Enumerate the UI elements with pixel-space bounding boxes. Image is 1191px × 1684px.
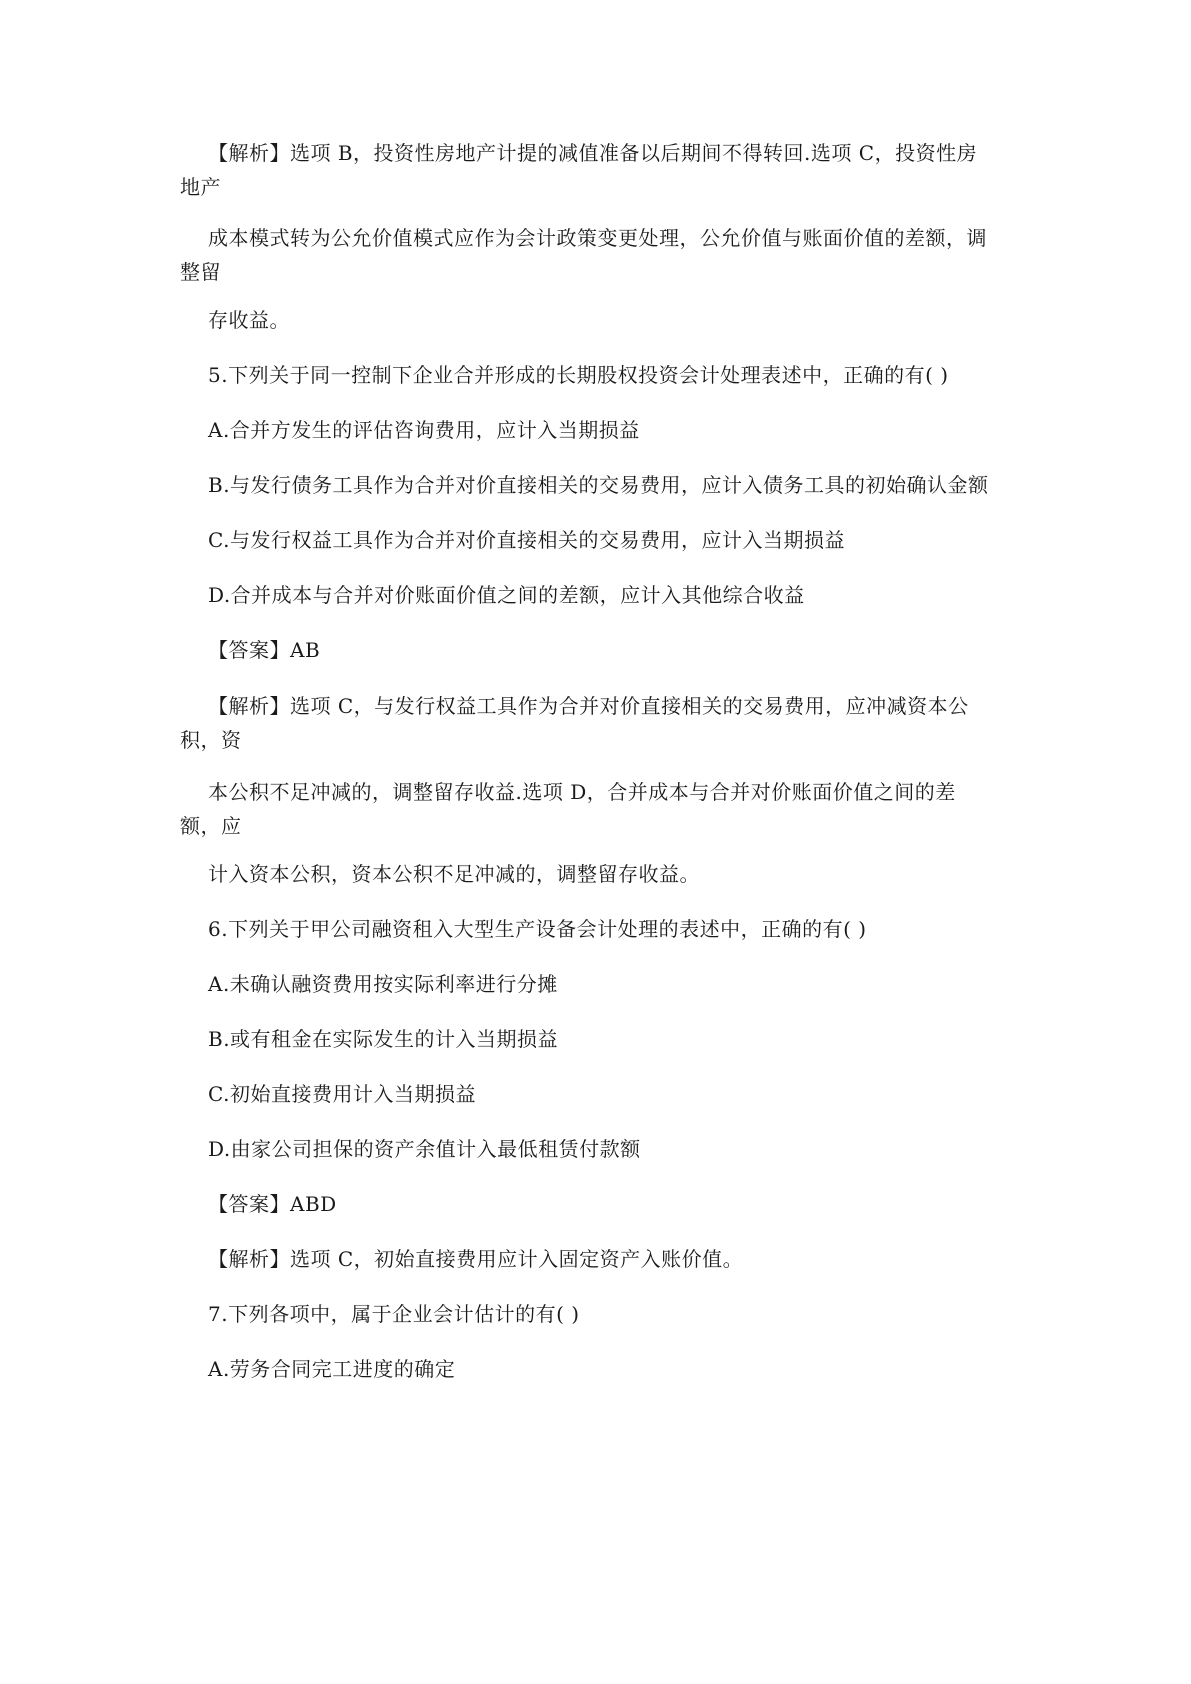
q6-option-b: B.或有租金在实际发生的计入当期损益: [208, 1027, 559, 1051]
q5-option-a: A.合并方发生的评估咨询费用，应计入当期损益: [208, 418, 640, 442]
q5-option-c: C.与发行权益工具作为合并对价直接相关的交易费用，应计入当期损益: [208, 528, 845, 552]
q7-question-text: 7.下列各项中，属于企业会计估计的有( ): [208, 1302, 580, 1326]
q5-option-d: D.合并成本与合并对价账面价值之间的差额，应计入其他综合收益: [208, 583, 805, 607]
q5-answer: 【答案】AB: [208, 638, 321, 662]
q7-option-a: A.劳务合同完工进度的确定: [208, 1357, 456, 1381]
q5-question-text: 5.下列关于同一控制下企业合并形成的长期股权投资会计处理表述中，正确的有( ): [208, 363, 949, 387]
q6-answer: 【答案】ABD: [208, 1192, 337, 1216]
q5-explanation-paragraph-2: 本公积不足冲减的，调整留存收益.选项 D，合并成本与合并对价账面价值之间的差额，应: [180, 780, 956, 838]
q4-explanation-paragraph-3: 存收益。: [208, 308, 290, 332]
q6-explanation: 【解析】选项 C，初始直接费用应计入固定资产入账价值。: [208, 1247, 744, 1271]
q6-option-a: A.未确认融资费用按实际利率进行分摊: [208, 972, 558, 996]
q4-explanation-paragraph-2: 成本模式转为公允价值模式应作为会计政策变更处理，公允价值与账面价值的差额，调整留: [180, 226, 987, 284]
q5-explanation-paragraph-1: 【解析】选项 C，与发行权益工具作为合并对价直接相关的交易费用，应冲减资本公积，资: [180, 694, 969, 752]
q6-question-text: 6.下列关于甲公司融资租入大型生产设备会计处理的表述中，正确的有( ): [208, 917, 867, 941]
q4-explanation-paragraph-1: 【解析】选项 B，投资性房地产计提的减值准备以后期间不得转回.选项 C，投资性房地产: [180, 141, 978, 199]
q5-option-b: B.与发行债务工具作为合并对价直接相关的交易费用，应计入债务工具的初始确认金额: [208, 473, 989, 497]
q6-option-d: D.由家公司担保的资产余值计入最低租赁付款额: [208, 1137, 641, 1161]
q6-option-c: C.初始直接费用计入当期损益: [208, 1082, 476, 1106]
q5-explanation-paragraph-3: 计入资本公积，资本公积不足冲减的，调整留存收益。: [208, 862, 700, 886]
